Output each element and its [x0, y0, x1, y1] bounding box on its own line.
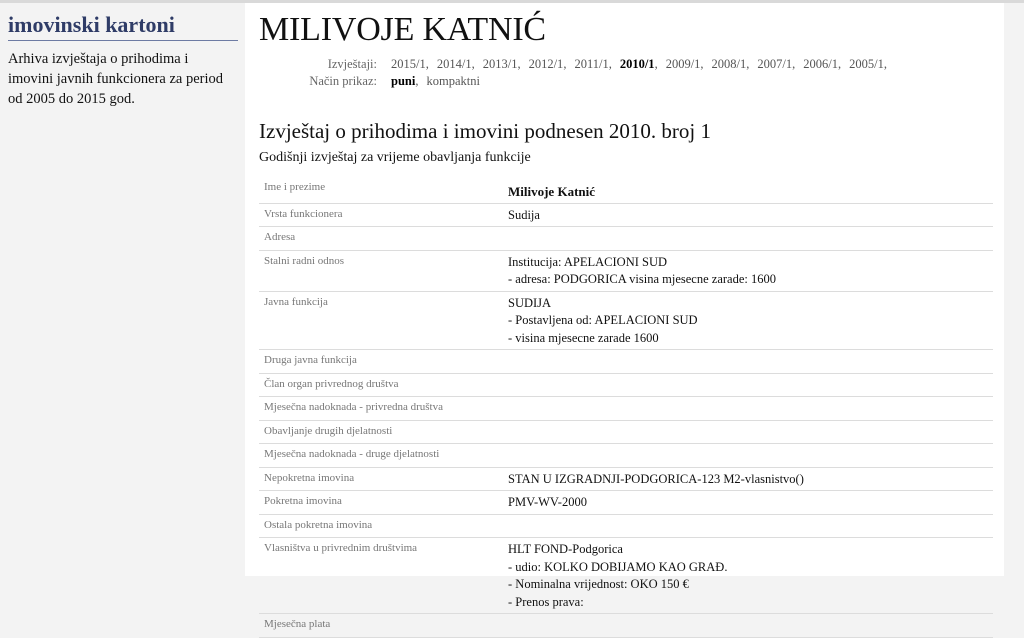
field-label: Obavljanje drugih djelatnosti	[259, 420, 503, 444]
field-label: Mjesečna nadoknada - privredna društva	[259, 397, 503, 421]
field-value-line: HLT FOND-Podgorica	[508, 542, 623, 556]
field-value	[503, 227, 993, 251]
reports-label: Izvještaji:	[327, 57, 377, 71]
separator: ,	[425, 57, 429, 71]
table-row	[259, 420, 993, 444]
view-mode-puni[interactable]: puni	[391, 74, 416, 88]
field-value-line: Institucija: APELACIONI SUD	[508, 254, 668, 269]
field-value	[503, 203, 993, 227]
separator: ,	[415, 74, 419, 88]
field-value	[503, 514, 993, 538]
year-link-2014-1[interactable]: 2014/1	[436, 57, 472, 71]
table-row	[259, 467, 993, 491]
field-value	[503, 614, 993, 638]
year-link-2007-1[interactable]: 2007/1	[757, 57, 793, 71]
field-value-line: SUDIJA	[508, 295, 552, 310]
table-row	[259, 538, 993, 614]
view-mode-label: Način prikaz:	[309, 74, 377, 88]
field-value	[503, 444, 993, 468]
field-value	[503, 373, 993, 397]
year-link-2013-1[interactable]: 2013/1	[482, 57, 518, 71]
table-row	[259, 177, 993, 203]
field-label: Druga javna funkcija	[259, 350, 503, 374]
separator: ,	[838, 57, 842, 71]
field-value	[503, 538, 993, 614]
separator: ,	[563, 57, 567, 71]
year-links	[391, 57, 895, 71]
sidebar	[8, 12, 238, 109]
table-row	[259, 491, 993, 515]
field-value	[503, 420, 993, 444]
table-row	[259, 397, 993, 421]
report-details-table	[259, 177, 993, 638]
separator: ,	[517, 57, 521, 71]
table-row	[259, 291, 993, 350]
view-mode-kompaktni[interactable]: kompaktni	[426, 74, 480, 88]
field-label: Ostala pokretna imovina	[259, 514, 503, 538]
year-link-2006-1[interactable]: 2006/1	[803, 57, 838, 71]
year-link-2012-1[interactable]: 2012/1	[528, 57, 564, 71]
table-row	[259, 227, 993, 251]
year-link-2010-1[interactable]: 2010/1	[619, 57, 655, 71]
site-description: Arhiva izvještaja o prihodima i imovini javnih funkcionera za period od 2005 do 2015 god.	[8, 51, 224, 107]
field-value-line: - Nominalna vrijednost: OKO 150 €	[508, 577, 689, 591]
separator: ,	[792, 57, 796, 71]
table-row	[259, 250, 993, 291]
table-row	[259, 444, 993, 468]
table-row	[259, 350, 993, 374]
report-meta	[259, 56, 895, 90]
year-link-2015-1[interactable]: 2015/1	[391, 57, 426, 71]
field-label: Adresa	[259, 227, 503, 251]
table-row	[259, 203, 993, 227]
field-value-line: - visina mjesecne zarade 1600	[508, 330, 659, 345]
field-value-line: - Postavljena od: APELACIONI SUD	[508, 313, 698, 327]
field-value-line: - adresa: PODGORICA visina mjesecne zarade: 1600	[508, 272, 776, 286]
main-content	[245, 3, 1004, 630]
field-label: Javna funkcija	[259, 291, 503, 350]
field-label: Nepokretna imovina	[259, 467, 503, 491]
field-value	[503, 250, 993, 291]
field-value-line: STAN U IZGRADNJI-PODGORICA-123 M2-vlasnistvo()	[508, 471, 804, 486]
separator: ,	[700, 57, 704, 71]
field-value	[503, 467, 993, 491]
year-link-2005-1[interactable]: 2005/1	[849, 57, 884, 71]
field-value	[503, 491, 993, 515]
field-value	[503, 291, 993, 350]
view-mode-nav	[259, 73, 895, 90]
separator: ,	[654, 57, 658, 71]
field-value-line: - Prenos prava:	[508, 594, 584, 609]
year-link-2009-1[interactable]: 2009/1	[665, 57, 701, 71]
separator: ,	[608, 57, 612, 71]
field-label: Član organ privrednog društva	[259, 373, 503, 397]
report-subtitle: Godišnji izvještaj za vrijeme obavljanja funkcije	[259, 150, 531, 165]
year-link-2011-1[interactable]: 2011/1	[574, 57, 609, 71]
year-link-2008-1[interactable]: 2008/1	[711, 57, 747, 71]
field-value	[503, 177, 993, 203]
field-label: Pokretna imovina	[259, 491, 503, 515]
table-row	[259, 514, 993, 538]
site-title-link[interactable]: imovinski kartoni	[8, 12, 238, 41]
field-value-line: - udio: KOLKO DOBIJAMO KAO GRAĐ.	[508, 559, 728, 574]
separator: ,	[471, 57, 475, 71]
field-label: Vlasništva u privrednim društvima	[259, 538, 503, 614]
person-name: MILIVOJE KATNIĆ	[259, 11, 546, 48]
field-value-line: PMV-WV-2000	[508, 495, 587, 509]
view-mode-links	[391, 74, 480, 88]
separator: ,	[746, 57, 750, 71]
field-label: Mjesečna plata	[259, 614, 503, 638]
field-value	[503, 397, 993, 421]
field-value-line: Milivoje Katnić	[508, 184, 596, 199]
table-row	[259, 373, 993, 397]
field-label: Mjesečna nadoknada - druge djelatnosti	[259, 444, 503, 468]
field-label: Ime i prezime	[259, 177, 503, 203]
report-title: Izvještaj o prihodima i imovini podnesen 2010. broj 1	[259, 119, 712, 143]
separator: ,	[883, 57, 887, 71]
field-label: Vrsta funkcionera	[259, 203, 503, 227]
reports-nav	[259, 56, 895, 73]
field-value	[503, 350, 993, 374]
field-value-line: Sudija	[508, 207, 540, 222]
field-label: Stalni radni odnos	[259, 250, 503, 291]
table-row	[259, 614, 993, 638]
